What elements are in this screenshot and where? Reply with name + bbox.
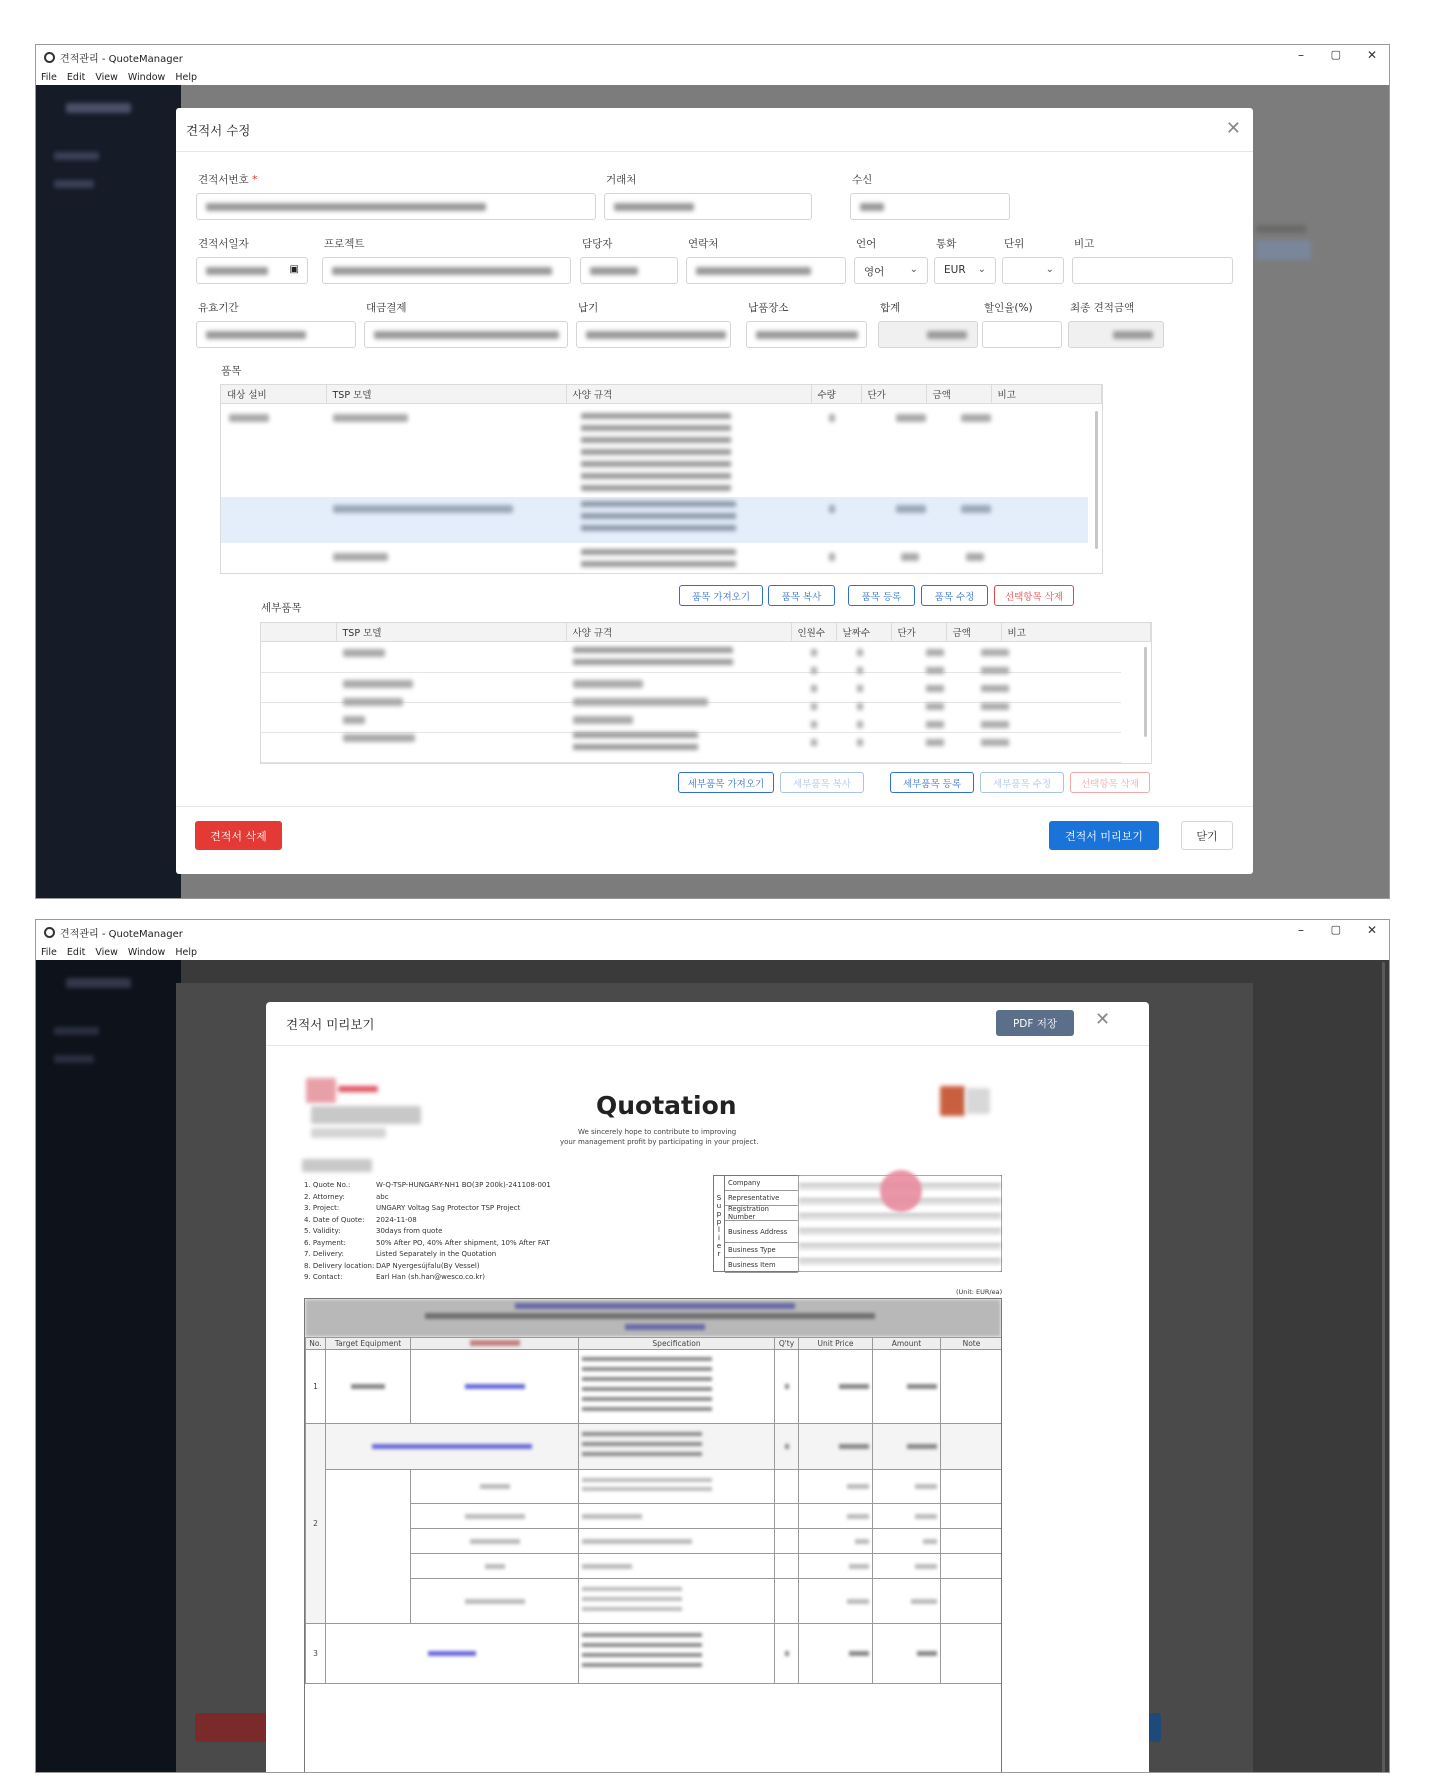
- discount-input[interactable]: [982, 321, 1062, 348]
- menu-help[interactable]: Help: [175, 946, 197, 958]
- menu-view[interactable]: View: [95, 946, 118, 958]
- quote-info-key: 7. Delivery:: [304, 1250, 344, 1258]
- sidebar-item[interactable]: [54, 180, 94, 188]
- quote-info-value: DAP Nyergesújfalu(By Vessel): [376, 1261, 480, 1270]
- table-title-band: [305, 1299, 1001, 1337]
- manager-input[interactable]: [580, 257, 678, 284]
- quote-info-row: [304, 1192, 704, 1204]
- note-label: 비고: [1074, 238, 1095, 250]
- modal-title: 견적서 미리보기: [286, 1016, 375, 1032]
- chevron-down-icon: ⌄: [909, 264, 918, 275]
- sub-items-scrollbar[interactable]: [1144, 647, 1147, 737]
- client-label: 거래처: [606, 174, 637, 186]
- window-title: 견적관리 - QuoteManager: [60, 53, 183, 65]
- menu-file[interactable]: File: [41, 946, 57, 958]
- add-item-button[interactable]: 품목 등록: [848, 585, 915, 606]
- delete-selected-sub-items-button[interactable]: 선택항목 삭제: [1070, 772, 1150, 793]
- unit-note: (Unit: EUR/ea): [956, 1288, 1003, 1296]
- th-specification: Specification: [579, 1338, 775, 1350]
- quote-info-value: Listed Separately in the Quotation: [376, 1250, 497, 1258]
- quotation-grid: [305, 1337, 1002, 1684]
- payment-input[interactable]: [364, 321, 568, 348]
- table-row[interactable]: [221, 545, 1088, 574]
- col-qty: 수량: [811, 385, 861, 403]
- col-amount: 금액: [926, 385, 991, 403]
- quote-info-row: [304, 1238, 704, 1250]
- app-icon: [44, 52, 55, 63]
- items-section-title: 품목: [221, 365, 242, 377]
- modal-title: 견적서 수정: [186, 122, 251, 138]
- final-amount-label: 최종 견적금액: [1070, 302, 1135, 314]
- th-no: No.: [306, 1338, 326, 1350]
- import-sub-items-button[interactable]: 세부품목 가져오기: [678, 772, 774, 793]
- app-window-edit: [35, 44, 1390, 899]
- supplier-field-label: Business Item: [725, 1258, 798, 1273]
- quote-info-key: 4. Date of Quote:: [304, 1215, 365, 1224]
- window-title: 견적관리 - QuoteManager: [60, 928, 183, 940]
- sub-items-section-title: 세부품목: [261, 602, 302, 614]
- table-row: [306, 1470, 1003, 1504]
- total-label: 합계: [880, 302, 901, 314]
- quote-date-label: 견적서일자: [198, 238, 249, 250]
- row-no: 3: [306, 1624, 326, 1684]
- quote-preview-modal: [266, 1002, 1149, 1773]
- table-row-selected[interactable]: [221, 497, 1088, 543]
- sidebar: [36, 85, 181, 898]
- row-no: 2: [306, 1424, 326, 1624]
- table-row[interactable]: [221, 405, 1088, 497]
- col-persons: 인원수: [791, 623, 836, 641]
- close-modal-icon[interactable]: ✕: [1095, 1009, 1111, 1030]
- note-textarea[interactable]: [1072, 257, 1233, 284]
- recipient-label: 수신: [852, 174, 873, 186]
- validity-input[interactable]: [196, 321, 356, 348]
- col-specification: 사양 규격: [566, 385, 811, 403]
- quote-info-key: 6. Payment:: [304, 1238, 346, 1247]
- calendar-icon[interactable]: ▣: [289, 264, 299, 275]
- currency-label: 통화: [936, 238, 957, 250]
- th-target-equipment: Target Equipment: [326, 1338, 411, 1350]
- items-table: [220, 384, 1103, 574]
- discount-label: 할인율(%): [984, 302, 1033, 314]
- add-sub-item-button[interactable]: 세부품목 등록: [890, 772, 974, 793]
- quote-info-row: [304, 1226, 704, 1238]
- final-amount-input: [1068, 321, 1164, 348]
- total-input: [878, 321, 978, 348]
- quote-info-value: UNGARY Voltag Sag Protector TSP Project: [376, 1204, 521, 1212]
- th-model: [411, 1338, 579, 1350]
- sidebar-item[interactable]: [54, 1055, 94, 1063]
- project-label: 프로젝트: [324, 238, 365, 250]
- quote-info-key: 3. Project:: [304, 1204, 340, 1212]
- delete-quote-button[interactable]: 견적서 삭제: [195, 821, 282, 850]
- maximize-icon[interactable]: ▢: [1330, 923, 1341, 936]
- col-amount: 금액: [946, 623, 1001, 641]
- col-target-equipment: 대상 설비: [221, 385, 326, 403]
- sidebar-logo: [66, 103, 131, 113]
- quote-info-value: 30days from quote: [376, 1227, 443, 1235]
- unit-select[interactable]: [1002, 257, 1064, 284]
- col-days: 날짜수: [836, 623, 891, 641]
- quote-info-value: abc: [376, 1192, 389, 1201]
- currency-select[interactable]: EUR ⌄: [934, 257, 996, 284]
- th-unit-price: Unit Price: [799, 1338, 873, 1350]
- col-blank: [261, 623, 336, 641]
- col-note: 비고: [1001, 623, 1151, 641]
- quote-info-key: 8. Delivery location:: [304, 1261, 375, 1270]
- document-heading: Quotation: [596, 1091, 737, 1120]
- company-logo: [306, 1078, 441, 1148]
- minimize-icon[interactable]: –: [1298, 923, 1304, 937]
- col-tsp-model: TSP 모델: [326, 385, 566, 403]
- quote-no-label: 견적서번호 *: [198, 174, 258, 186]
- table-row: [306, 1624, 1003, 1684]
- payment-label: 대금결제: [366, 302, 407, 314]
- close-window-icon[interactable]: ✕: [1366, 923, 1377, 937]
- menu-bar: [36, 944, 1389, 960]
- save-pdf-button[interactable]: PDF 저장: [996, 1010, 1074, 1036]
- unit-label: 단위: [1004, 238, 1025, 250]
- preview-quote-button[interactable]: 견적서 미리보기: [1049, 821, 1159, 850]
- close-window-icon[interactable]: ✕: [1366, 48, 1377, 62]
- items-scrollbar[interactable]: [1095, 411, 1098, 549]
- menu-window[interactable]: Window: [127, 71, 166, 83]
- menu-view[interactable]: View: [95, 71, 118, 83]
- title-bar: [36, 45, 1389, 69]
- menu-edit[interactable]: Edit: [66, 71, 86, 83]
- table-row: [306, 1579, 1003, 1624]
- sidebar-item[interactable]: [54, 152, 99, 160]
- quote-info-value: W-Q-TSP-HUNGARY-NH1 BO(3P 200k)-241108-001: [376, 1181, 551, 1189]
- sub-items-rows[interactable]: [261, 643, 1121, 763]
- sidebar-logo: [66, 978, 131, 988]
- recipient-input[interactable]: [850, 193, 1010, 220]
- contact-label: 연락처: [688, 238, 719, 250]
- table-row: [306, 1529, 1003, 1554]
- required-mark: *: [252, 174, 258, 186]
- modal-header: [176, 108, 1253, 152]
- quote-date-input[interactable]: [196, 257, 308, 284]
- copy-sub-item-button[interactable]: 세부품목 복사: [780, 772, 864, 793]
- quote-info-row: [304, 1249, 704, 1261]
- minimize-icon[interactable]: –: [1298, 48, 1304, 62]
- table-row: [306, 1350, 1003, 1424]
- quote-no-input[interactable]: [196, 193, 596, 220]
- language-select[interactable]: 영어 ⌄: [854, 257, 928, 284]
- quote-info-row: [304, 1272, 704, 1284]
- maximize-icon[interactable]: ▢: [1330, 48, 1341, 61]
- bg-table-text: [1256, 225, 1306, 233]
- sidebar: [36, 960, 181, 1772]
- quote-info-row: [304, 1261, 704, 1273]
- menu-file[interactable]: File: [41, 71, 57, 83]
- supplier-label: Supplier: [714, 1176, 725, 1271]
- manager-label: 담당자: [582, 238, 613, 250]
- delivery-place-input[interactable]: [746, 321, 867, 348]
- document-tagline-2: your management profit by participating in your project.: [560, 1138, 759, 1146]
- quote-info-key: 5. Validity:: [304, 1227, 341, 1235]
- title-bar: [36, 920, 1389, 944]
- edit-sub-item-button[interactable]: 세부품목 수정: [980, 772, 1064, 793]
- quotation-table: [304, 1298, 1002, 1773]
- table-row: [306, 1554, 1003, 1579]
- app-icon: [44, 927, 55, 938]
- client-input[interactable]: [604, 193, 812, 220]
- col-specification: 사양 규격: [566, 623, 791, 641]
- quote-info-key: 9. Contact:: [304, 1273, 343, 1281]
- quote-info-row: [304, 1203, 704, 1215]
- th-amount: Amount: [873, 1338, 941, 1350]
- quote-info-value: 2024-11-08: [376, 1215, 417, 1224]
- quote-info-list: [304, 1180, 704, 1284]
- app-window-preview: [35, 919, 1390, 1773]
- quote-info-row: [304, 1180, 704, 1192]
- quote-info-key: 2. Attorney:: [304, 1192, 345, 1201]
- delivery-input[interactable]: [576, 321, 731, 348]
- partner-logo: [940, 1086, 992, 1118]
- quote-info-value: Earl Han (sh.han@wesco.co.kr): [376, 1273, 485, 1281]
- document-subheading: [302, 1159, 372, 1172]
- edit-item-button[interactable]: 품목 수정: [921, 585, 988, 606]
- supplier-field-label: Company: [725, 1176, 798, 1191]
- supplier-field-label: Registration Number: [725, 1206, 798, 1221]
- company-seal: [880, 1170, 922, 1212]
- close-modal-icon[interactable]: ✕: [1225, 118, 1241, 139]
- col-tsp-model: TSP 모델: [336, 623, 566, 641]
- document-tagline-1: We sincerely hope to contribute to improving: [578, 1128, 737, 1136]
- chevron-down-icon: ⌄: [977, 264, 986, 275]
- menu-window[interactable]: Window: [127, 946, 166, 958]
- validity-label: 유효기간: [198, 302, 239, 314]
- menu-bar: [36, 69, 1389, 85]
- chevron-down-icon: ⌄: [1045, 264, 1054, 275]
- quote-edit-modal: [176, 108, 1253, 874]
- col-unit-price: 단가: [891, 623, 946, 641]
- delete-selected-items-button[interactable]: 선택항목 삭제: [994, 585, 1074, 606]
- sub-items-table: [260, 622, 1152, 764]
- project-input[interactable]: [322, 257, 571, 284]
- th-qty: Q'ty: [775, 1338, 799, 1350]
- delivery-label: 납기: [578, 302, 599, 314]
- modal-footer-divider: [176, 806, 1253, 807]
- delivery-place-label: 납품장소: [748, 302, 789, 314]
- supplier-field-label: Business Type: [725, 1243, 798, 1258]
- sidebar-item[interactable]: [54, 1027, 99, 1035]
- close-button[interactable]: 닫기: [1181, 821, 1233, 850]
- row-no: 1: [306, 1350, 326, 1424]
- supplier-box: [713, 1175, 1002, 1272]
- contact-input[interactable]: [686, 257, 846, 284]
- th-note: Note: [941, 1338, 1003, 1350]
- table-row: [306, 1504, 1003, 1529]
- quote-info-row: [304, 1215, 704, 1227]
- quote-info-key: 1. Quote No.:: [304, 1181, 351, 1189]
- menu-edit[interactable]: Edit: [66, 946, 86, 958]
- supplier-field-label: Representative: [725, 1191, 798, 1206]
- bg-table-row-selected: [1256, 240, 1311, 260]
- col-unit-price: 단가: [861, 385, 926, 403]
- supplier-field-label: Business Address: [725, 1221, 798, 1243]
- import-items-button[interactable]: 품목 가져오기: [679, 585, 763, 606]
- col-note: 비고: [991, 385, 1102, 403]
- copy-item-button[interactable]: 품목 복사: [768, 585, 835, 606]
- table-row: [306, 1424, 1003, 1470]
- menu-help[interactable]: Help: [175, 71, 197, 83]
- language-label: 언어: [856, 238, 877, 250]
- page-scrollbar[interactable]: [1382, 962, 1385, 1773]
- quote-info-value: 50% After PO, 40% After shipment, 10% After FAT: [376, 1238, 550, 1247]
